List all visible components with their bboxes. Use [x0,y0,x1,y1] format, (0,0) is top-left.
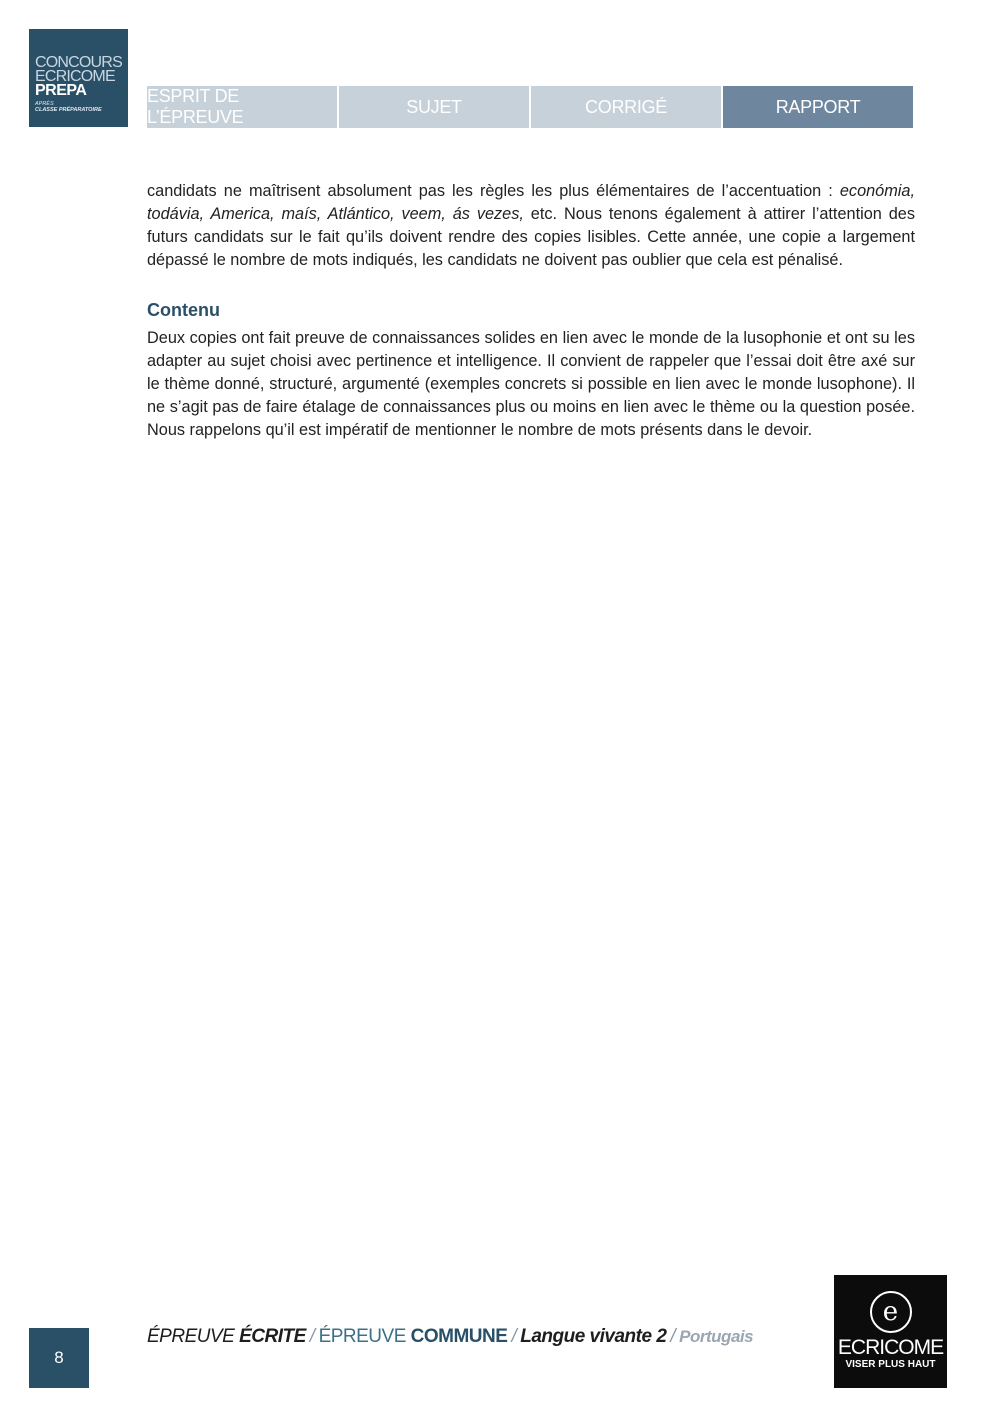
paragraph-text: candidats ne maîtrisent absolument pas les règles les plus élémentaires de l’accentuation : [147,182,840,200]
logo-line-concours: CONCOURS [35,54,122,71]
footer-ecrite: ÉCRITE [239,1326,306,1347]
tab-corrige[interactable]: CORRIGÉ [531,86,721,128]
concours-logo [29,29,128,127]
logo-line-prepa: PREPA [35,82,87,99]
footer-separator: / [511,1326,517,1347]
tab-sujet[interactable]: SUJET [339,86,529,128]
e-emblem-icon: e [870,1291,912,1333]
page-number: 8 [29,1328,89,1388]
footer-portugais: Portugais [679,1327,754,1346]
section-tabs [147,86,913,128]
footer-separator: / [309,1326,315,1347]
footer-title [147,1326,753,1348]
paragraph-accentuation [147,180,915,272]
paragraph-examples: económia, todávia, America, maís, Atlántico, veem, ás vezes, [147,182,915,223]
brand-tagline: VISER PLUS HAUT [845,1359,936,1370]
footer-epreuve: ÉPREUVE [147,1326,240,1347]
paragraph-contenu: Deux copies ont fait preuve de connaissances solides en lien avec le monde de la lusophonie et ont su les adapter au sujet choisi avec pertinence et intelligence. Il convient de rappeler que l’essai doit être axé sur le thème donné, structuré, argumenté (exemples concrets si possible en lien avec le monde lusophone). Il ne s’agit pas de faire étalage de connaissances plus ou moins en lien avec le thème ou la question posée. Nous rappelons qu’il est impératif de mentionner le nombre de mots présents dans le devoir. [147,329,915,439]
logo-line-ecricome: ECRICOME [35,68,115,85]
footer-commune: COMMUNE [410,1326,508,1347]
brand-name: ECRICOME [837,1336,944,1359]
paragraph-text: etc. Nous tenons également à attirer l’attention des futurs candidats sur le fait qu’ils doivent rendre des copies lisibles. Cette année, une copie a largement dépassé le nombre de mots indiqués, les candidats ne doivent pas oublier que cela est pénalisé. [147,205,915,269]
logo-line-apres: APRÈS [35,101,54,107]
ecricome-brand-logo [834,1275,947,1388]
footer-epreuve-2: ÉPREUVE [318,1326,411,1347]
footer-langue: Langue vivante 2 [520,1326,667,1347]
section-heading-contenu: Contenu [147,300,220,320]
report-content [147,180,915,442]
tab-esprit-de-l-epreuve[interactable]: ESPRIT DE L’ÉPREUVE [147,86,337,128]
logo-line-classe: CLASSE PRÉPARATOIRE [35,107,102,113]
footer-separator: / [670,1326,676,1347]
tab-rapport[interactable]: RAPPORT [723,86,913,128]
